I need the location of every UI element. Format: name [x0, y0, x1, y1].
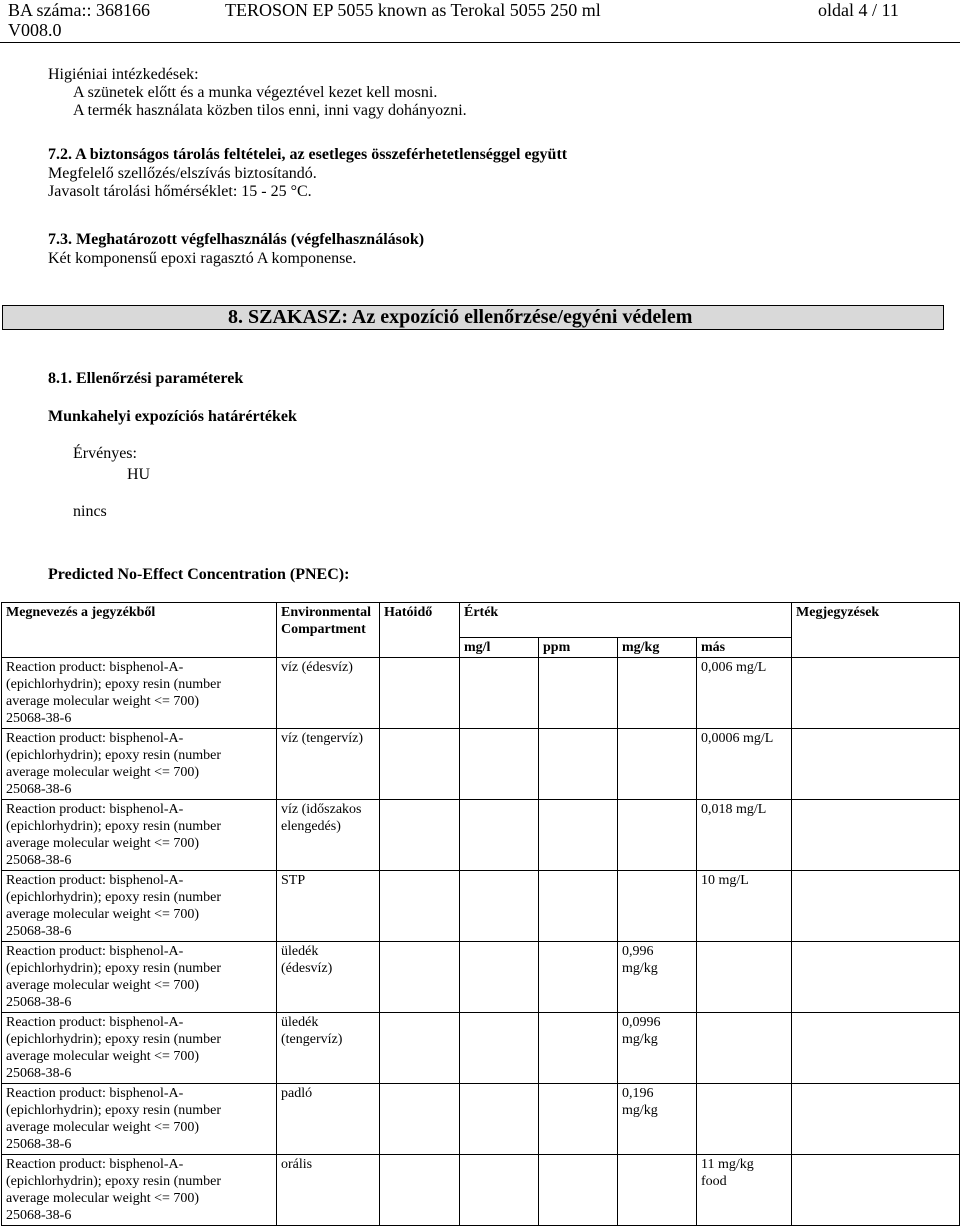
cell-mgl	[460, 729, 539, 800]
cell-time	[380, 800, 460, 871]
cell-name-line: Reaction product: bisphenol-A-	[6, 1086, 184, 1101]
cell-other-line: 0,018 mg/L	[701, 802, 767, 817]
cell-name-line: Reaction product: bisphenol-A-	[6, 944, 184, 959]
section-7-2-line-2: Javasolt tárolási hőmérséklet: 15 - 25 °C.	[48, 183, 312, 200]
cell-mgkg	[618, 658, 697, 729]
cell-other	[697, 942, 792, 1013]
cell-mgkg-line: 0,0996	[622, 1015, 661, 1030]
cell-compartment-line: víz (tengervíz)	[281, 731, 364, 746]
cell-mgkg-line: 0,196	[622, 1086, 654, 1101]
cell-notes	[792, 658, 960, 729]
header-other: más	[697, 638, 792, 658]
cell-name-line: (epichlorhydrin); epoxy resin (number	[6, 819, 221, 834]
header-name: Megnevezés a jegyzékből	[2, 603, 277, 658]
table-row	[2, 800, 960, 871]
section-7-3-title: 7.3. Meghatározott végfelhasználás (végfelhasználások)	[48, 231, 425, 248]
header-value: Érték	[460, 603, 792, 638]
cell-name-line: 25068-38-6	[6, 995, 72, 1010]
cell-name-line: average molecular weight <= 700)	[6, 1049, 200, 1064]
cell-name-line: 25068-38-6	[6, 853, 72, 868]
cell-ppm	[539, 1013, 618, 1084]
cell-name	[2, 729, 277, 800]
cell-name-line: Reaction product: bisphenol-A-	[6, 1157, 184, 1172]
cell-compartment-line: (édesvíz)	[281, 961, 333, 976]
cell-compartment-line: elengedés)	[281, 819, 341, 834]
cell-name	[2, 1084, 277, 1155]
section-8-banner	[2, 305, 944, 330]
cell-name-line: average molecular weight <= 700)	[6, 978, 200, 993]
section-8-title: 8. SZAKASZ: Az expozíció ellenőrzése/egyéni védelem	[228, 306, 693, 328]
header-rule	[0, 42, 960, 43]
cell-compartment-line: STP	[281, 873, 306, 888]
cell-other	[697, 871, 792, 942]
table-row	[2, 1084, 960, 1155]
header-mgl: mg/l	[460, 638, 539, 658]
cell-compartment-line: üledék	[281, 1015, 319, 1030]
ba-number: BA száma:: 368166	[8, 0, 150, 20]
cell-notes	[792, 871, 960, 942]
cell-compartment	[277, 1084, 380, 1155]
cell-name-line: (epichlorhydrin); epoxy resin (number	[6, 748, 221, 763]
header-mgkg: mg/kg	[618, 638, 697, 658]
cell-mgl	[460, 942, 539, 1013]
cell-mgl	[460, 871, 539, 942]
header-time: Hatóidő	[380, 603, 460, 658]
header-compartment	[277, 603, 380, 658]
cell-name-line: average molecular weight <= 700)	[6, 1191, 200, 1206]
cell-other	[697, 1013, 792, 1084]
cell-name-line: average molecular weight <= 700)	[6, 694, 200, 709]
section-7-3-line-1: Két komponensű epoxi ragasztó A komponense.	[48, 250, 357, 267]
header-compartment-line-1: Environmental	[281, 605, 371, 620]
cell-compartment-line: víz (időszakos	[281, 802, 362, 817]
cell-mgl	[460, 800, 539, 871]
cell-compartment	[277, 871, 380, 942]
cell-other-line: 0,006 mg/L	[701, 660, 767, 675]
cell-name	[2, 658, 277, 729]
cell-time	[380, 1084, 460, 1155]
cell-name-line: 25068-38-6	[6, 711, 72, 726]
cell-name-line: 25068-38-6	[6, 1066, 72, 1081]
cell-compartment-line: orális	[281, 1157, 313, 1172]
cell-other-line: 11 mg/kg	[701, 1157, 754, 1172]
table-header-row	[2, 603, 960, 638]
cell-name-line: Reaction product: bisphenol-A-	[6, 731, 184, 746]
section-7-2-line-1: Megfelelő szellőzés/elszívás biztosítandó.	[48, 165, 317, 182]
cell-compartment-line: (tengervíz)	[281, 1032, 343, 1047]
cell-name-line: (epichlorhydrin); epoxy resin (number	[6, 890, 221, 905]
cell-compartment-line: padló	[281, 1086, 313, 1101]
cell-mgl	[460, 658, 539, 729]
cell-name	[2, 942, 277, 1013]
cell-compartment-line: víz (édesvíz)	[281, 660, 353, 675]
cell-notes	[792, 942, 960, 1013]
cell-other	[697, 1084, 792, 1155]
section-7-2-title: 7.2. A biztonságos tárolás feltételei, az esetleges összeférhetetlenséggel együtt	[48, 146, 568, 163]
hygiene-line-1: A szünetek előtt és a munka végeztével kezet kell mosni.	[73, 84, 438, 101]
version: V008.0	[8, 20, 62, 40]
cell-compartment	[277, 800, 380, 871]
cell-notes	[792, 1013, 960, 1084]
cell-name-line: Reaction product: bisphenol-A-	[6, 660, 184, 675]
cell-compartment-line: üledék	[281, 944, 319, 959]
cell-name-line: 25068-38-6	[6, 1137, 72, 1152]
cell-name-line: average molecular weight <= 700)	[6, 765, 200, 780]
cell-other-line: food	[701, 1174, 727, 1189]
cell-mgkg-line: mg/kg	[622, 1032, 658, 1047]
cell-other-line: 0,0006 mg/L	[701, 731, 774, 746]
header-ppm: ppm	[539, 638, 618, 658]
table-row	[2, 1013, 960, 1084]
workplace-limits-title: Munkahelyi expozíciós határértékek	[48, 408, 297, 425]
cell-mgkg	[618, 1013, 697, 1084]
cell-name-line: (epichlorhydrin); epoxy resin (number	[6, 1174, 221, 1189]
cell-name-line: Reaction product: bisphenol-A-	[6, 1015, 184, 1030]
cell-name-line: (epichlorhydrin); epoxy resin (number	[6, 677, 221, 692]
cell-time	[380, 1013, 460, 1084]
page-number: oldal 4 / 11	[818, 0, 899, 20]
table-row	[2, 729, 960, 800]
cell-notes	[792, 729, 960, 800]
cell-mgkg	[618, 729, 697, 800]
product-name: TEROSON EP 5055 known as Terokal 5055 250 ml	[225, 0, 601, 20]
table-row	[2, 871, 960, 942]
cell-name	[2, 800, 277, 871]
table-row	[2, 658, 960, 729]
cell-name-line: Reaction product: bisphenol-A-	[6, 802, 184, 817]
section-8-1-title: 8.1. Ellenőrzési paraméterek	[48, 370, 244, 387]
table-row	[2, 942, 960, 1013]
cell-mgkg	[618, 800, 697, 871]
cell-ppm	[539, 800, 618, 871]
cell-name-line: Reaction product: bisphenol-A-	[6, 873, 184, 888]
cell-name	[2, 1013, 277, 1084]
cell-notes	[792, 800, 960, 871]
cell-name-line: average molecular weight <= 700)	[6, 1120, 200, 1135]
cell-time	[380, 871, 460, 942]
cell-notes	[792, 1084, 960, 1155]
cell-name-line: (epichlorhydrin); epoxy resin (number	[6, 1032, 221, 1047]
cell-mgkg-line: 0,996	[622, 944, 654, 959]
cell-time	[380, 658, 460, 729]
cell-mgkg	[618, 1084, 697, 1155]
cell-mgl	[460, 1013, 539, 1084]
cell-mgl	[460, 1084, 539, 1155]
header-notes: Megjegyzések	[792, 603, 960, 658]
cell-other-line: 10 mg/L	[701, 873, 749, 888]
cell-name-line: 25068-38-6	[6, 924, 72, 939]
cell-ppm	[539, 942, 618, 1013]
cell-other	[697, 729, 792, 800]
cell-ppm	[539, 658, 618, 729]
cell-name-line: 25068-38-6	[6, 1208, 72, 1223]
hygiene-line-2: A termék használata közben tilos enni, inni vagy dohányozni.	[73, 102, 467, 119]
cell-ppm	[539, 871, 618, 942]
cell-compartment	[277, 729, 380, 800]
cell-name-line: (epichlorhydrin); epoxy resin (number	[6, 961, 221, 976]
cell-mgkg-line: mg/kg	[622, 961, 658, 976]
cell-time	[380, 942, 460, 1013]
valid-label: Érvényes:	[73, 445, 137, 462]
hygiene-title: Higiéniai intézkedések:	[48, 66, 199, 83]
cell-compartment	[277, 658, 380, 729]
cell-ppm	[539, 729, 618, 800]
none-value: nincs	[73, 503, 107, 520]
pnec-table	[1, 602, 960, 1226]
cell-name-line: average molecular weight <= 700)	[6, 907, 200, 922]
cell-other	[697, 800, 792, 871]
cell-compartment	[277, 1013, 380, 1084]
cell-mgkg-line: mg/kg	[622, 1103, 658, 1118]
cell-other	[697, 658, 792, 729]
cell-ppm	[539, 1084, 618, 1155]
cell-compartment	[277, 942, 380, 1013]
pnec-title: Predicted No-Effect Concentration (PNEC):	[48, 566, 350, 583]
cell-name	[2, 871, 277, 942]
header-compartment-line-2: Compartment	[281, 622, 366, 637]
cell-mgkg	[618, 871, 697, 942]
cell-name-line: (epichlorhydrin); epoxy resin (number	[6, 1103, 221, 1118]
cell-name-line: 25068-38-6	[6, 782, 72, 797]
cell-mgkg	[618, 942, 697, 1013]
cell-time	[380, 729, 460, 800]
valid-country: HU	[127, 466, 151, 483]
cell-name-line: average molecular weight <= 700)	[6, 836, 200, 851]
